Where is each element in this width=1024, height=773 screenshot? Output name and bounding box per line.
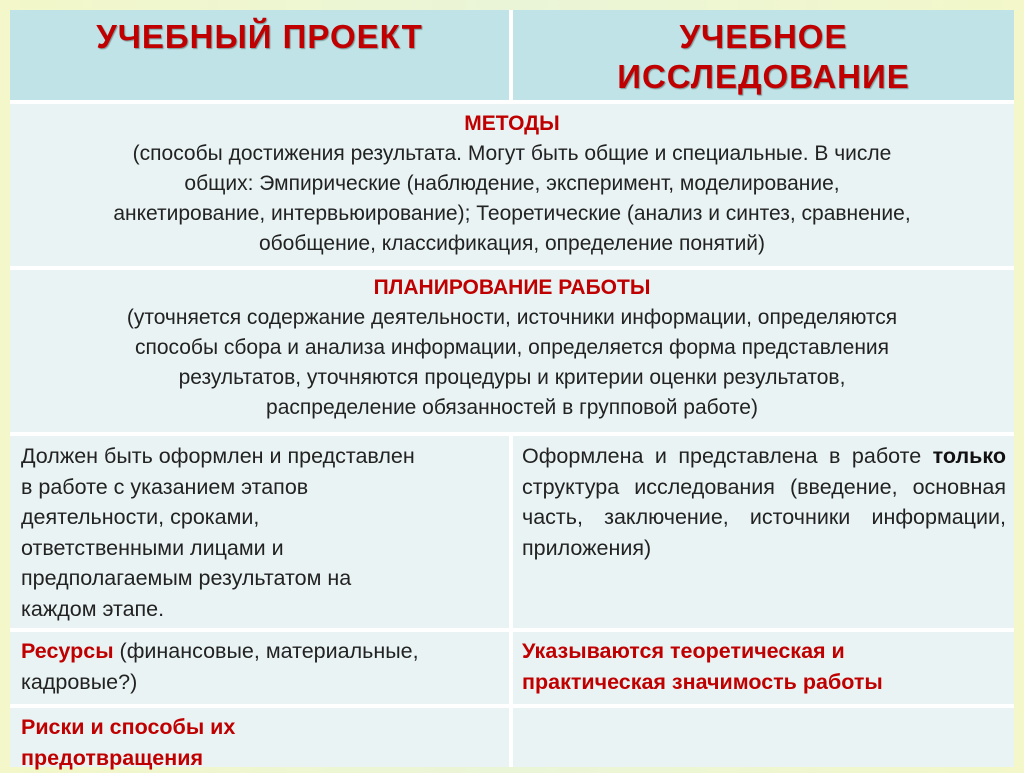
significance-line-2: практическая значимость работы: [522, 667, 1006, 698]
planning-line-4: распределение обязанностей в групповой работе): [10, 393, 1014, 423]
research-structure-part2: структура исследования (введение, основная часть, заключение, источники информации, приложения): [522, 475, 1006, 560]
methods-section: [10, 104, 1014, 266]
methods-line-3: анкетирование, интервьюирование); Теоретические (анализ и синтез, сравнение,: [10, 199, 1014, 229]
comparison-table: [10, 10, 1014, 767]
risks-line-1: Риски и способы их: [21, 712, 499, 743]
planning-line-2: способы сбора и анализа информации, определяется форма представления: [10, 333, 1014, 363]
planning-title: ПЛАНИРОВАНИЕ РАБОТЫ: [10, 273, 1014, 303]
header-left-cell: [10, 10, 509, 100]
project-structure-cell: [10, 436, 509, 628]
methods-title: МЕТОДЫ: [10, 109, 1014, 139]
resources-list: (финансовые, материальные,: [114, 639, 419, 663]
project-structure-line-4: ответственными лицами и: [21, 533, 499, 564]
methods-line-2: общих: Эмпирические (наблюдение, эксперимент, моделирование,: [10, 169, 1014, 199]
planning-section: [10, 270, 1014, 432]
project-structure-line-2: в работе с указанием этапов: [21, 472, 499, 503]
research-structure-cell: [513, 436, 1014, 628]
risks-cell: [10, 708, 509, 767]
resources-cell: [10, 632, 509, 704]
research-structure-only: только: [933, 444, 1006, 468]
methods-line-4: обобщение, классификация, определение понятий): [10, 229, 1014, 259]
project-structure-line-3: деятельности, сроками,: [21, 502, 499, 533]
risks-line-2: предотвращения: [21, 743, 499, 773]
risks-empty-cell: [513, 708, 1014, 767]
header-right-cell: [513, 10, 1014, 100]
resources-label: Ресурсы: [21, 639, 114, 663]
methods-line-1: (способы достижения результата. Могут быть общие и специальные. В числе: [10, 139, 1014, 169]
research-structure-text: [522, 441, 1006, 563]
header-project-title: УЧЕБНЫЙ ПРОЕКТ: [10, 17, 509, 57]
header-research-title-line2: ИССЛЕДОВАНИЕ: [513, 57, 1014, 97]
resources-line-2: кадровые?): [21, 667, 499, 698]
header-research-title-line1: УЧЕБНОЕ: [513, 17, 1014, 57]
research-structure-part1: Оформлена и представлена в работе: [522, 444, 921, 468]
project-structure-line-5: предполагаемым результатом на: [21, 563, 499, 594]
planning-line-3: результатов, уточняются процедуры и критерии оценки результатов,: [10, 363, 1014, 393]
significance-cell: [513, 632, 1014, 704]
resources-line-1: [21, 636, 499, 667]
project-structure-line-6: каждом этапе.: [21, 594, 499, 625]
significance-line-1: Указываются теоретическая и: [522, 636, 1006, 667]
project-structure-line-1: Должен быть оформлен и представлен: [21, 441, 499, 472]
planning-line-1: (уточняется содержание деятельности, источники информации, определяются: [10, 303, 1014, 333]
